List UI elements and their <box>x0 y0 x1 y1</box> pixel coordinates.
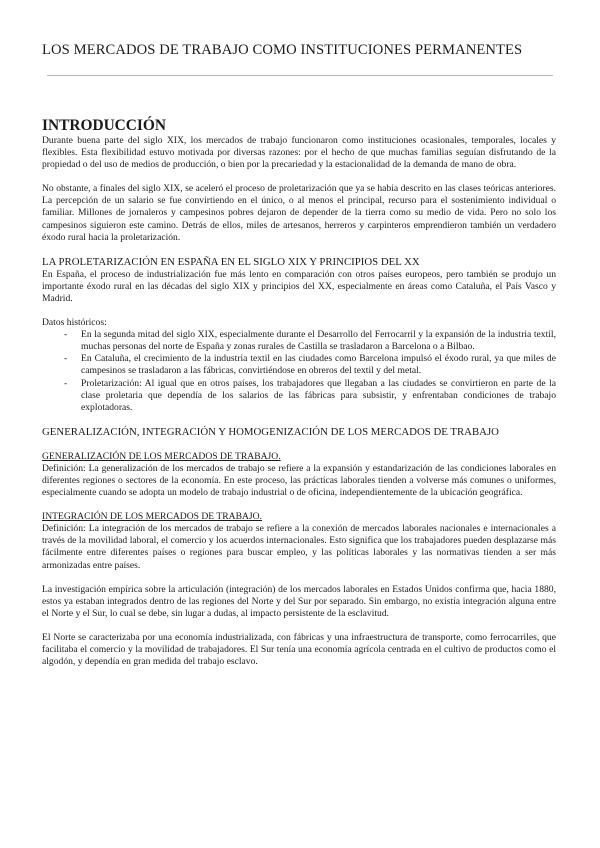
dash-bullet: - <box>64 377 68 389</box>
generalization-definition: Definición: La generalización de los mercados de trabajo se refiere a la expansión y estandarización de las condiciones laborales en diferentes regiones o sectores de la economía. En este proceso, las prácticas laborales tienden a volverse más comunes o uniformes, especialmente cuando se adopta un modelo de trabajo industrial o de oficina, independientemente de la ubicación geográfica. <box>42 462 556 499</box>
dash-bullet: - <box>64 329 68 341</box>
datos-list <box>42 329 556 414</box>
generalization-subheading: GENERALIZACIÓN DE LOS MERCADOS DE TRABAJO. <box>42 450 281 462</box>
list-item: - En la segunda mitad del siglo XIX, especialmente durante el Desarrollo del Ferrocarril y la expansión de la industria textil, muchas personas del norte de España y zonas rurales de Castilla se trasladaron a Barcelona o a Bilbao. <box>64 329 556 353</box>
usa-paragraph: La investigación empírica sobre la articulación (integración) de los mercados laborales en Estados Unidos confirma que, hacia 1880, estos ya estaban integrados dentro de las regiones del Norte y del Sur por separado. Sin embargo, no existía integración alguna entre el Norte y el Sur, lo cual se debe, sin lugar a dudas, al impacto persistente de la esclavitud. <box>42 583 556 619</box>
integration-definition: Definición: La integración de los mercados de trabajo se refiere a la conexión de mercados laborales nacionales e internacionales a través de la movilidad laboral, el comercio y los acuerdos internacionales. Esto significa que los trabajadores pueden desplazarse más fácilmente entre diferentes países o regiones para buscar empleo, y las políticas laborales y las normativas tienden a ser más armonizadas entre países. <box>42 523 556 571</box>
integration-subheading: INTEGRACIÓN DE LOS MERCADOS DE TRABAJO. <box>42 511 262 523</box>
document-body <box>42 117 556 668</box>
spain-heading: LA PROLETARIZACIÓN EN ESPAÑA EN EL SIGLO XIX Y PRINCIPIOS DEL XX <box>42 255 420 268</box>
document-title: LOS MERCADOS DE TRABAJO COMO INSTITUCIONES PERMANENTES <box>42 42 523 58</box>
intro-heading: INTRODUCCIÓN <box>42 117 166 134</box>
list-item: - Proletarización: Al igual que en otros países, los trabajadores que llegaban a las ciudades se convirtieron en parte de la clase proletaria que dependía de los salarios de las fábricas para subsistir, y enfrentaban condiciones de trabajo explotadoras. <box>64 377 556 413</box>
intro-paragraph-1: Durante buena parte del siglo XIX, los mercados de trabajo funcionaron como instituciones ocasionales, temporales, locales y flexibles. Esta flexibilidad estuvo motivada por diversas razones: por el hecho de que muchas familias seguían disfrutando de la propiedad o del uso de medios de producción, o bien por la precariedad y la estacionalidad de la demanda de mano de obra. <box>42 135 556 171</box>
general-heading: GENERALIZACIÓN, INTEGRACIÓN Y HOMOGENIZACIÓN DE LOS MERCADOS DE TRABAJO <box>42 425 499 438</box>
list-item: - En Cataluña, el crecimiento de la industria textil en las ciudades como Barcelona impulsó el éxodo rural, ya que miles de campesinos se trasladaron a las fábricas, convirtiéndose en obreros del textil y del metal. <box>64 353 556 377</box>
north-south-paragraph: El Norte se caracterizaba por una economía industrializada, con fábricas y una infraestructura de transporte, como ferrocarriles, que facilitaba el comercio y la movilidad de trabajadores. El Sur tenía una economía agrícola centrada en el cultivo de productos como el algodón, y dependía en gran medida del trabajo esclavo. <box>42 631 556 668</box>
spain-paragraph: En España, el proceso de industrialización fue más lento en comparación con otros países europeos, pero también se produjo un importante éxodo rural en las décadas del siglo XIX y principios del XX, especialmente en áreas como Cataluña, el País Vasco y Madrid. <box>42 268 556 304</box>
dash-bullet: - <box>64 353 68 365</box>
title-divider <box>47 75 553 76</box>
datos-label: Datos históricos: <box>42 317 107 329</box>
intro-paragraph-2: No obstante, a finales del siglo XIX, se aceleró el proceso de proletarización que ya se había descrito en las clases teóricas anteriores. La percepción de un salario se fue convirtiendo en el único, o al menos el principal, recurso para el sostenimiento individual o familiar. Millones de jornaleros y campesinos pobres dejaron de depender de la tierra como su medio de vida. Pero no solo los campesinos siguieron este camino. Detrás de ellos, miles de artesanos, herreros y carpinteros emprendieron también un verdadero éxodo rural hacia la proletarización. <box>42 183 556 243</box>
